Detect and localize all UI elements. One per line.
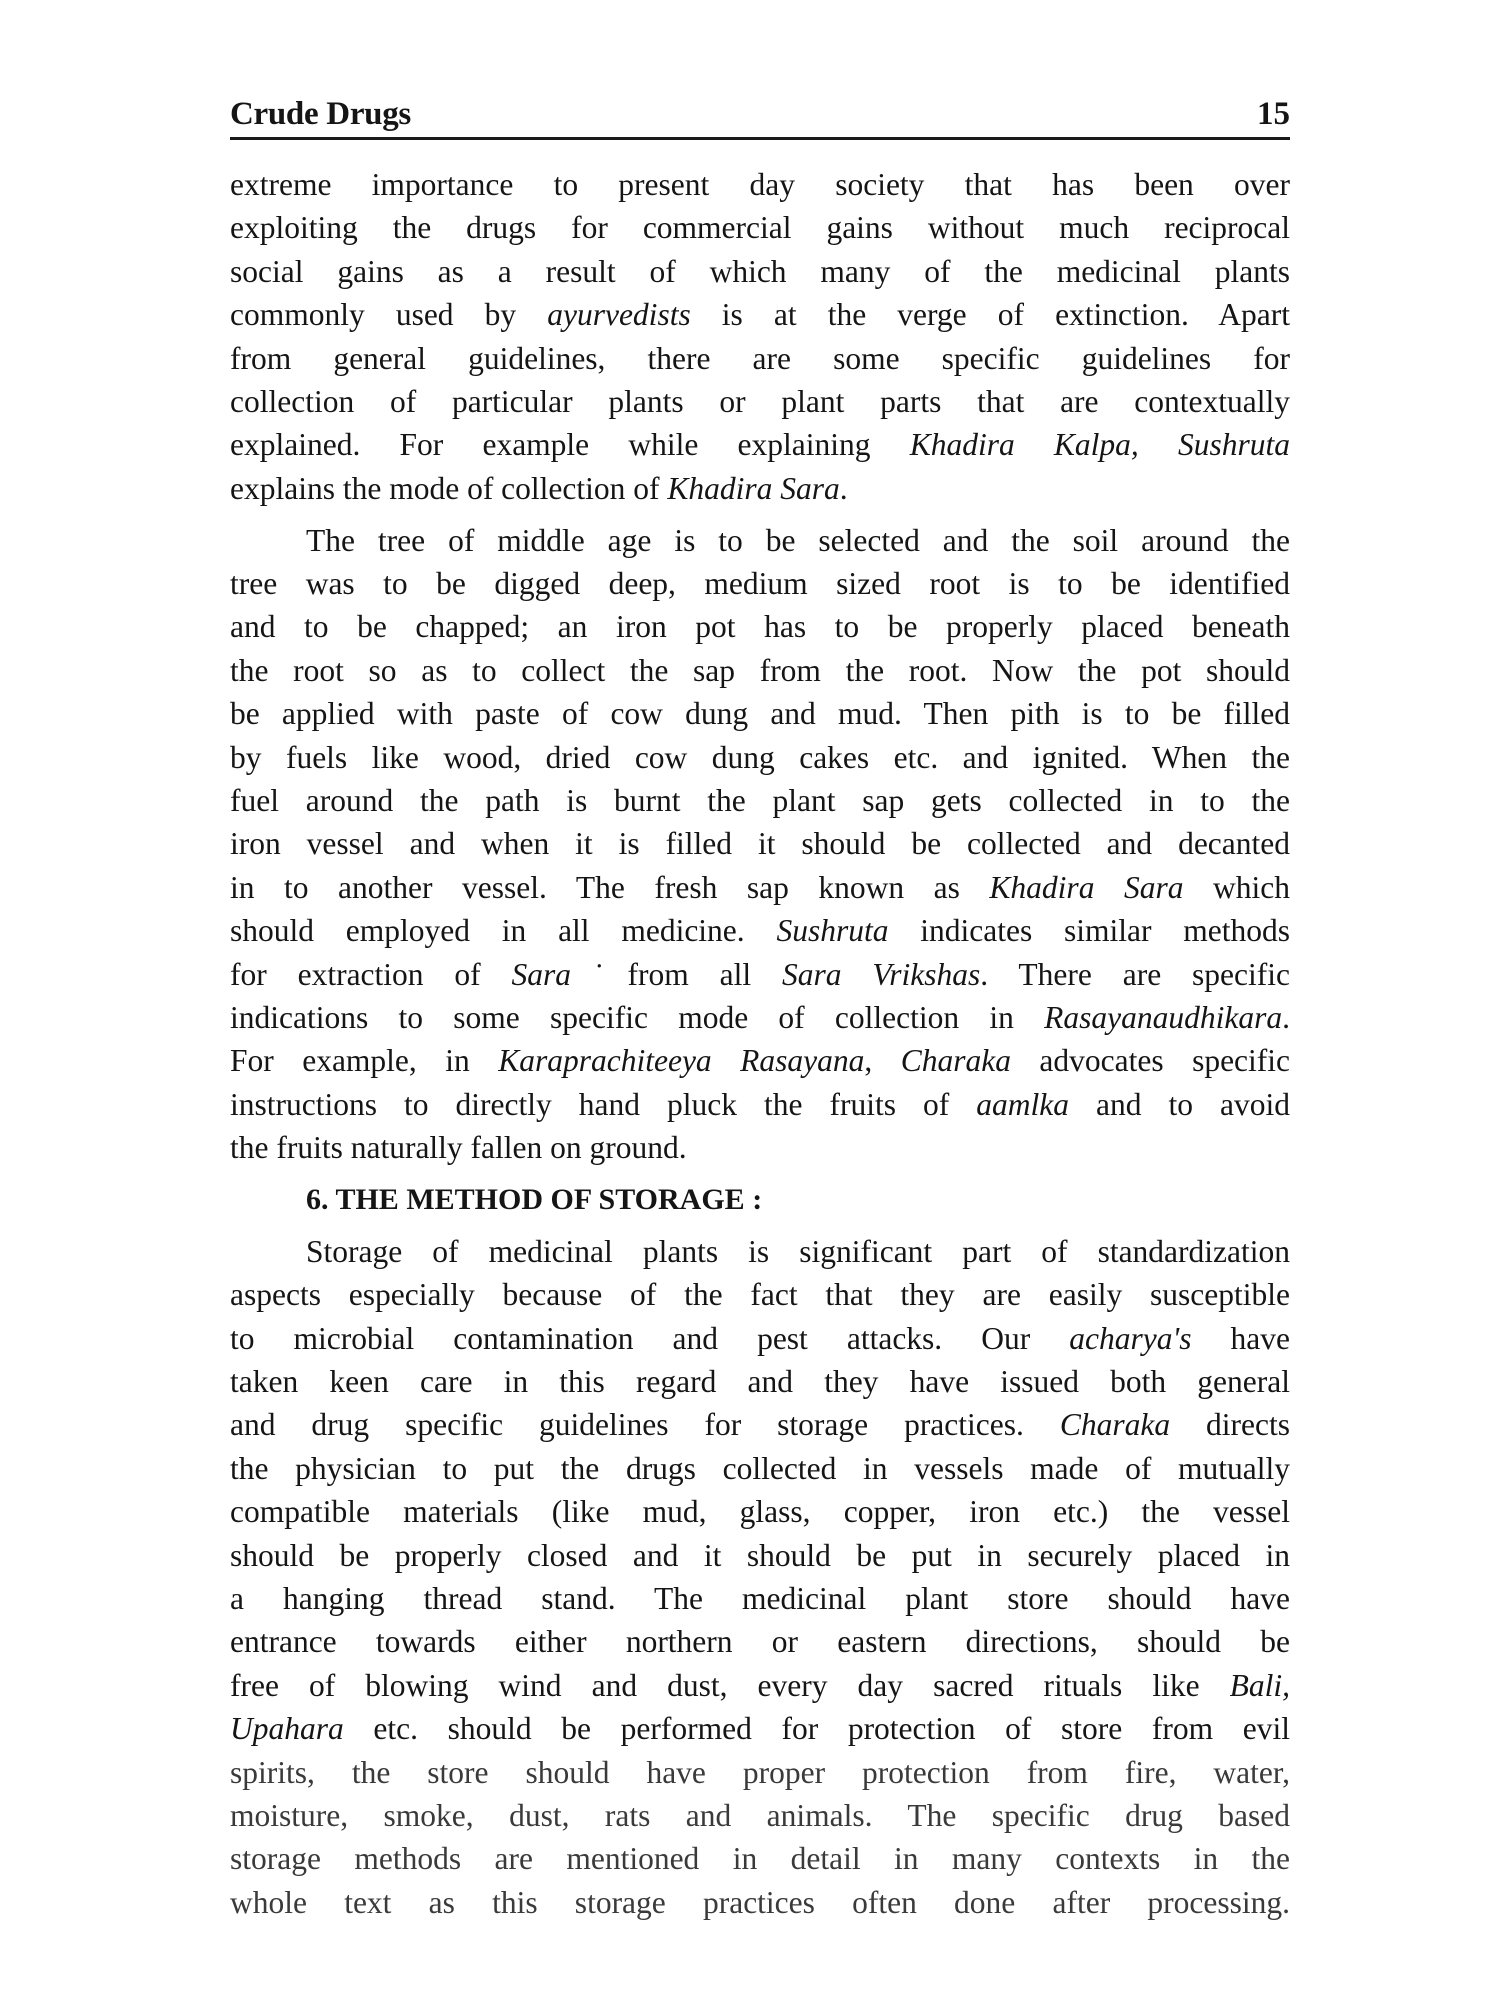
text-line: [230, 1794, 1290, 1837]
italic-term: Sara: [511, 956, 572, 992]
text-run: . There are specific: [980, 956, 1290, 992]
italic-term: Sara Vrikshas: [781, 956, 981, 992]
text-run: compatible materials (like mud, glass, copper, iron etc.) the vessel: [230, 1494, 1290, 1530]
text-run: iron vessel and when it is filled it should be collected and decanted: [230, 826, 1290, 862]
text-run: the root so as to collect the sap from the root. Now the pot should: [230, 652, 1290, 688]
text-run: from general guidelines, there are some specific guidelines for: [230, 340, 1290, 376]
text-run: .: [839, 470, 848, 506]
text-run: .: [1282, 999, 1290, 1035]
text-run: collection of particular plants or plant parts that are contextually: [230, 383, 1290, 419]
text-run: and drug specific guidelines for storage practices.: [230, 1407, 1060, 1443]
text-line: [230, 1447, 1290, 1490]
text-run: etc. should be performed for protection of store from evil: [343, 1711, 1290, 1747]
text-run: instructions to directly hand pluck the fruits of: [230, 1086, 977, 1122]
italic-term: Bali,: [1229, 1667, 1290, 1703]
text-run: to microbial contamination and pest attacks. Our: [230, 1320, 1070, 1356]
text-run: for extraction of: [230, 956, 512, 992]
italic-term: Charaka: [1059, 1407, 1171, 1443]
text-run: in to another vessel. The fresh sap known as: [230, 869, 990, 905]
text-run: and to avoid: [1068, 1086, 1290, 1122]
text-line: [230, 206, 1290, 249]
text-run: tree was to be digged deep, medium sized root is to be identified: [230, 566, 1290, 602]
text-line: [230, 736, 1290, 779]
text-run: directs: [1170, 1407, 1290, 1443]
text-line: [230, 866, 1290, 909]
text-run: aspects especially because of the fact that they are easily susceptible: [230, 1277, 1290, 1313]
text-run: indications to some specific mode of collection in: [230, 999, 1045, 1035]
running-title: Crude Drugs: [230, 96, 411, 132]
text-run: advocates specific: [1010, 1043, 1291, 1079]
text-run: the fruits naturally fallen on ground.: [230, 1130, 687, 1166]
text-line: [230, 1126, 1290, 1169]
text-line: [230, 519, 1290, 562]
text-run: extreme importance to present day society that has been over: [230, 167, 1290, 202]
text-line: [230, 1490, 1290, 1533]
text-line: [230, 909, 1290, 952]
text-line: [230, 822, 1290, 865]
text-line: [230, 649, 1290, 692]
text-run: Storage of medicinal plants is significant part of standardization: [306, 1233, 1290, 1269]
text-run: should employed in all medicine.: [230, 913, 777, 949]
text-run: the physician to put the drugs collected in vessels made of mutually: [230, 1450, 1290, 1486]
italic-term: Khadira Kalpa, Sushruta: [909, 427, 1290, 463]
text-run: free of blowing wind and dust, every day sacred rituals like: [230, 1667, 1230, 1703]
italic-term: Sushruta: [776, 913, 889, 949]
paragraph: [230, 163, 1290, 510]
text-line: [230, 1273, 1290, 1316]
italic-term: acharya's: [1069, 1320, 1192, 1356]
text-line: [230, 1534, 1290, 1577]
text-run: whole text as this storage practices often done after processing.: [230, 1884, 1290, 1920]
text-run: 6. THE METHOD OF STORAGE :: [306, 1182, 763, 1216]
text-line: [230, 163, 1290, 206]
text-run: entrance towards either northern or eastern directions, should be: [230, 1624, 1290, 1660]
italic-term: Charaka: [900, 1043, 1011, 1079]
italic-term: Khadira Sara: [667, 470, 840, 506]
paragraph: [230, 519, 1290, 1170]
header-rule: [230, 137, 1290, 140]
text-line: [230, 1178, 1290, 1221]
text-line: [230, 250, 1290, 293]
page-body: [230, 163, 1290, 1924]
text-line: [230, 1083, 1290, 1126]
text-run: moisture, smoke, dust, rats and animals. The specific drug based: [230, 1797, 1290, 1833]
italic-term: Rasayanaudhikara: [1044, 999, 1283, 1035]
text-line: [230, 337, 1290, 380]
italic-term: Karaprachiteeya Rasayana: [498, 1043, 865, 1079]
text-run: explained. For example while explaining: [230, 427, 910, 463]
text-line: [230, 380, 1290, 423]
text-line: [230, 1039, 1290, 1082]
text-line: [230, 779, 1290, 822]
text-line: [230, 423, 1290, 466]
text-line: [230, 1317, 1290, 1360]
text-line: [230, 1230, 1290, 1273]
italic-term: Upahara: [230, 1711, 344, 1747]
page-number: 15: [1257, 96, 1290, 132]
text-line: [230, 953, 1290, 996]
text-run: indicates similar methods: [888, 913, 1290, 949]
page-header: [230, 96, 1290, 136]
text-run: by fuels like wood, dried cow dung cakes etc. and ignited. When the: [230, 739, 1290, 775]
text-run: explains the mode of collection of: [230, 470, 668, 506]
text-line: [230, 467, 1290, 510]
italic-term: Khadira Sara: [989, 869, 1184, 905]
text-line: [230, 1577, 1290, 1620]
text-run: The tree of middle age is to be selected and the soil around the: [306, 522, 1290, 558]
text-line: [230, 1620, 1290, 1663]
text-run: ,: [864, 1043, 901, 1079]
text-run: a hanging thread stand. The medicinal plant store should have: [230, 1581, 1290, 1616]
text-run: For example, in: [230, 1043, 499, 1079]
section-heading: [230, 1178, 1290, 1221]
text-line: [230, 562, 1290, 605]
text-line: [230, 1707, 1290, 1750]
text-line: [230, 692, 1290, 735]
paragraph: [230, 1230, 1290, 1924]
text-run: social gains as a result of which many of the medicinal plants: [230, 253, 1290, 289]
text-run: spirits, the store should have proper protection from fire, water,: [230, 1754, 1290, 1790]
text-run: commonly used by: [230, 297, 548, 333]
text-run: taken keen care in this regard and they have issued both general: [230, 1364, 1290, 1400]
text-line: [230, 293, 1290, 336]
text-run: and to be chapped; an iron pot has to be properly placed beneath: [230, 609, 1290, 645]
text-line: [230, 605, 1290, 648]
text-run: which: [1183, 869, 1290, 905]
text-line: [230, 1403, 1290, 1446]
text-run: storage methods are mentioned in detail in many contexts in the: [230, 1841, 1290, 1877]
text-run: ˙from all: [571, 956, 782, 992]
text-run: be applied with paste of cow dung and mud. Then pith is to be filled: [230, 696, 1290, 732]
text-line: [230, 1360, 1290, 1403]
text-line: [230, 996, 1290, 1039]
italic-term: ayurvedists: [547, 297, 691, 333]
italic-term: aamlka: [976, 1086, 1069, 1122]
text-line: [230, 1751, 1290, 1794]
text-run: fuel around the path is burnt the plant sap gets collected in to the: [230, 782, 1290, 818]
text-run: have: [1191, 1320, 1290, 1356]
text-line: [230, 1664, 1290, 1707]
text-line: [230, 1837, 1290, 1880]
text-line: [230, 1881, 1290, 1924]
text-run: exploiting the drugs for commercial gains without much reciprocal: [230, 210, 1290, 246]
text-run: should be properly closed and it should be put in securely placed in: [230, 1537, 1290, 1573]
text-run: is at the verge of extinction. Apart: [690, 297, 1290, 333]
